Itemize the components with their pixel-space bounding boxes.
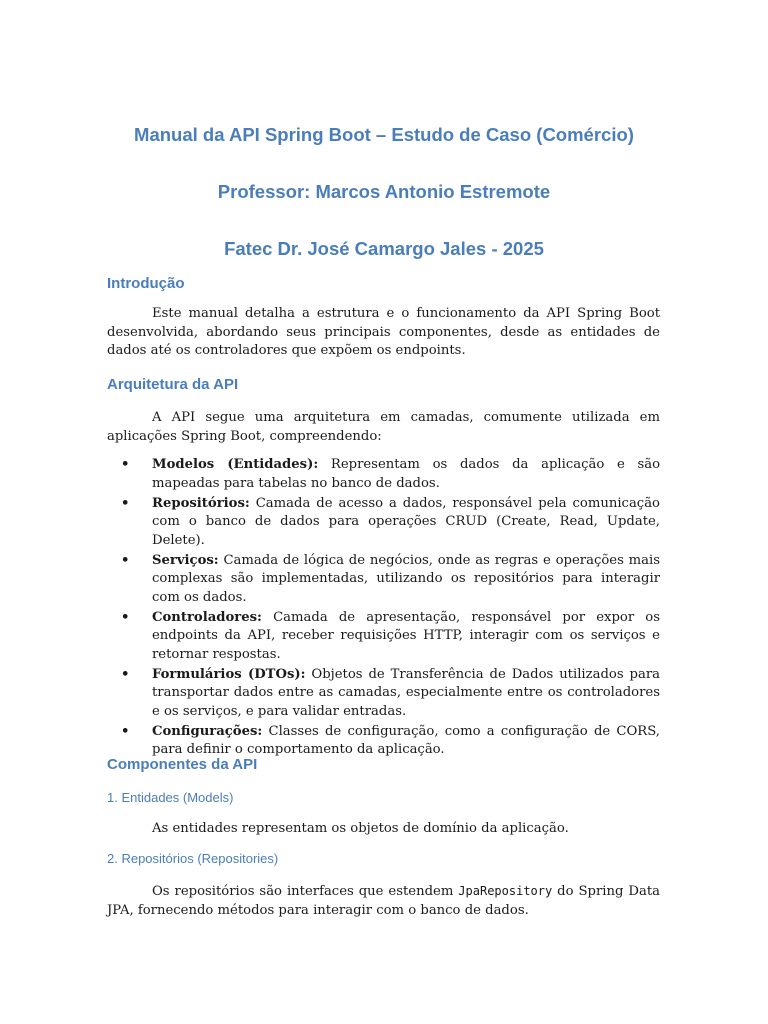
list-item bbox=[107, 552, 660, 608]
bullet-icon: • bbox=[121, 552, 130, 568]
list-item bbox=[107, 723, 660, 760]
intro-text: Este manual detalha a estrutura e o funcionamento da API Spring Boot desenvolvida, abordando seus principais componentes, desde as entidades de dados até os controladores que expõem os endpoints. bbox=[107, 306, 660, 358]
entities-paragraph bbox=[107, 820, 660, 839]
repositories-heading: 2. Repositórios (Repositories) bbox=[107, 851, 279, 866]
bullet-icon: • bbox=[121, 666, 130, 682]
institution-title: Fatec Dr. José Camargo Jales - 2025 bbox=[224, 238, 544, 259]
repositories-text-after: do Spring Data JPA, fornecendo métodos para interagir com o banco de dados. bbox=[107, 884, 660, 918]
architecture-paragraph bbox=[107, 409, 660, 446]
list-item-desc: Representam os dados da aplicação e são mapeadas para tabelas no banco de dados. bbox=[152, 457, 661, 491]
list-item-desc: Objetos de Transferência de Dados utilizados para transportar dados entre as camadas, especialmente entre os controladores e os serviços, e para validar entradas. bbox=[152, 666, 660, 719]
list-item-term: Controladores: bbox=[152, 609, 262, 625]
bullet-icon: • bbox=[121, 609, 130, 625]
professor-title: Professor: Marcos Antonio Estremote bbox=[217, 181, 551, 202]
list-item bbox=[107, 495, 660, 551]
architecture-heading: Arquitetura da API bbox=[107, 376, 239, 393]
list-item bbox=[107, 666, 660, 722]
repositories-paragraph bbox=[107, 882, 660, 920]
components-heading: Componentes da API bbox=[107, 756, 258, 773]
list-item-desc: Camada de lógica de negócios, onde as regras e operações mais complexas são implementadas, utilizando os repositórios para interagir com os dados. bbox=[152, 552, 660, 605]
list-item-desc: Camada de acesso a dados, responsável pela comunicação com o banco de dados para operações CRUD (Create, Read, Update, Delete). bbox=[152, 495, 660, 548]
entities-text: As entidades representam os objetos de domínio da aplicação. bbox=[152, 821, 569, 836]
entities-heading: 1. Entidades (Models) bbox=[107, 790, 234, 805]
bullet-icon: • bbox=[121, 457, 130, 472]
repositories-text-before: Os repositórios são interfaces que estendem bbox=[152, 884, 459, 899]
list-item bbox=[107, 456, 660, 493]
list-item-term: Formulários (DTOs): bbox=[152, 666, 306, 682]
architecture-list bbox=[107, 456, 660, 761]
intro-paragraph bbox=[107, 305, 660, 361]
list-item-desc: Classes de configuração, como a configuração de CORS, para definir o comportamento da aplicação. bbox=[152, 723, 660, 757]
list-item-desc: Camada de apresentação, responsável por expor os endpoints da API, receber requisições HTTP, interagir com os serviços e retornar respostas. bbox=[152, 609, 660, 662]
intro-heading: Introdução bbox=[107, 275, 185, 292]
list-item-term: Repositórios: bbox=[152, 495, 250, 511]
list-item-term: Configurações: bbox=[152, 723, 263, 739]
code-snippet: JpaRepository bbox=[458, 884, 553, 898]
list-item-term: Modelos (Entidades): bbox=[152, 457, 319, 472]
bullet-icon: • bbox=[121, 723, 130, 739]
bullet-icon: • bbox=[121, 495, 130, 511]
architecture-text: A API segue uma arquitetura em camadas, comumente utilizada em aplicações Spring Boot, compreendendo: bbox=[107, 410, 660, 444]
list-item-term: Serviços: bbox=[152, 552, 219, 568]
document-title: Manual da API Spring Boot – Estudo de Caso (Comércio) bbox=[134, 124, 634, 145]
list-item bbox=[107, 609, 660, 665]
